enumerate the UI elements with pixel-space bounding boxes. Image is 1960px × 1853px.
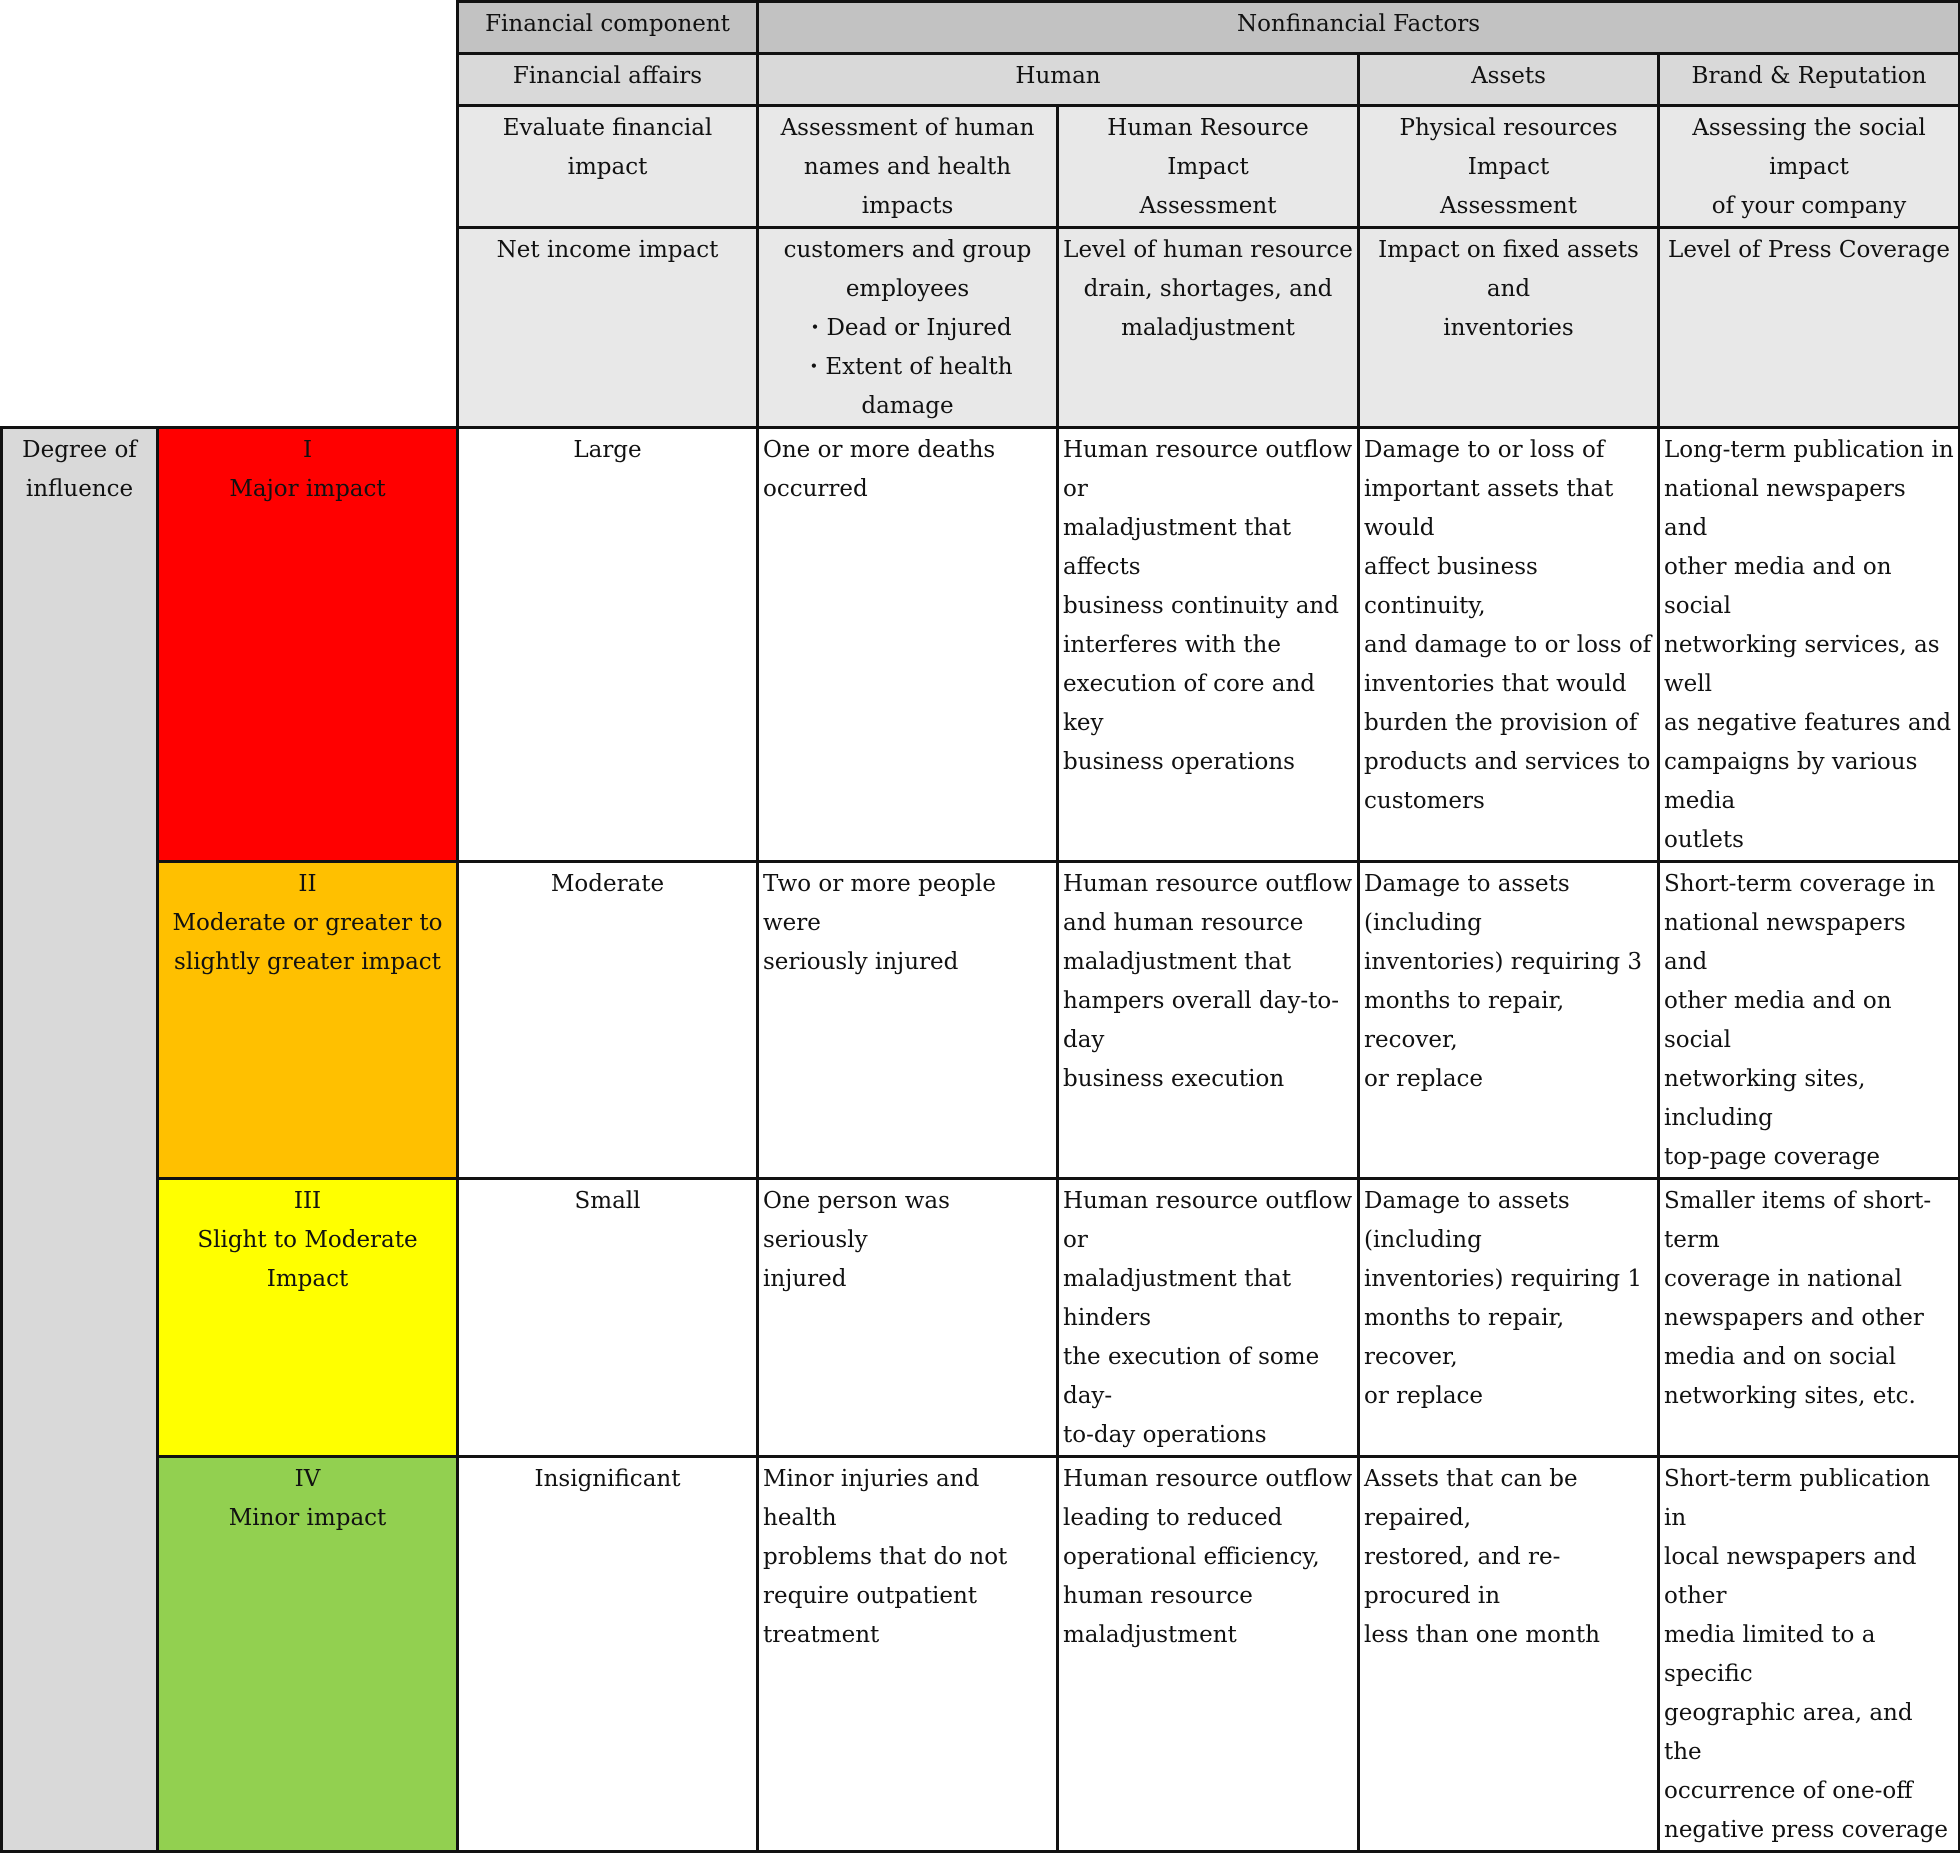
text-line: maladjustment that hinders <box>1063 1266 1292 1331</box>
text-line: One person was seriously <box>763 1188 950 1253</box>
assets-header: Assets <box>1359 54 1659 106</box>
text-line: injured <box>763 1266 847 1292</box>
blank-corner <box>2 2 458 428</box>
text-line: human resource <box>1063 1583 1253 1609</box>
brand-reputation-header: Brand & Reputation <box>1659 54 1960 106</box>
text-line: the execution of some day- <box>1063 1344 1320 1409</box>
text-line: treatment <box>763 1622 880 1648</box>
text-line: coverage in national <box>1664 1266 1903 1292</box>
human-resource-cell <box>1058 428 1359 862</box>
text-line: national newspapers and <box>1664 910 1906 975</box>
assessment-human-names-health <box>758 106 1058 228</box>
text-line: Minor injuries and health <box>763 1466 980 1531</box>
human-resource-impact-assessment <box>1058 106 1359 228</box>
text-line: inventories that would <box>1364 671 1627 697</box>
text-line: business execution <box>1063 1066 1285 1092</box>
financial-component-header: Financial component <box>458 2 758 54</box>
text-line: Human resource outflow <box>1063 871 1353 897</box>
text-line: inventories) requiring 3 <box>1364 949 1643 975</box>
text-line: customers and group <box>783 237 1032 263</box>
text-line: Damage to assets (including <box>1364 1188 1570 1253</box>
customers-employees-indicator <box>758 228 1058 428</box>
text-line: ・Extent of health damage <box>802 354 1013 419</box>
text-line: leading to reduced <box>1063 1505 1283 1531</box>
level-numeral: IV <box>294 1466 321 1492</box>
level-2-label <box>158 862 458 1179</box>
text-line: business operations <box>1063 749 1295 775</box>
text-line: drain, shortages, and <box>1083 276 1333 302</box>
text-line: operational efficiency, <box>1063 1544 1320 1570</box>
level-name: Slight to Moderate Impact <box>197 1227 418 1292</box>
text-line: to-day operations <box>1063 1422 1267 1448</box>
level-row-4 <box>2 1457 1960 1852</box>
text-line: ・Dead or Injured <box>803 315 1012 341</box>
level-name: slightly greater impact <box>174 949 441 975</box>
human-resource-cell <box>1058 1179 1359 1457</box>
press-coverage-indicator: Level of Press Coverage <box>1659 228 1960 428</box>
text-line: Level of human resource <box>1063 237 1353 263</box>
text-line: occurrence of one-off <box>1664 1778 1913 1804</box>
text-line: networking sites, etc. <box>1664 1383 1916 1409</box>
text-line: local newspapers and other <box>1664 1544 1917 1609</box>
text-line: require outpatient <box>763 1583 978 1609</box>
physical-resources-impact-assessment <box>1359 106 1659 228</box>
assets-cell <box>1359 1179 1659 1457</box>
human-header: Human <box>758 54 1359 106</box>
text-line: as negative features and <box>1664 710 1952 736</box>
text-line: customers <box>1364 788 1485 814</box>
text-line: execution of core and key <box>1063 671 1316 736</box>
text-line: months to repair, recover, <box>1364 1305 1565 1370</box>
text-line: national newspapers and <box>1664 476 1906 541</box>
level-numeral: III <box>293 1188 322 1214</box>
text-line: Damage to or loss of <box>1364 437 1605 463</box>
human-resource-cell <box>1058 1457 1359 1852</box>
text-line: networking services, as well <box>1664 632 1940 697</box>
level-name: Minor impact <box>228 1505 387 1531</box>
press-cell <box>1659 428 1960 862</box>
level-name: Major impact <box>229 476 386 502</box>
text-line: other media and on social <box>1664 554 1892 619</box>
human-resource-drain-indicator <box>1058 228 1359 428</box>
health-impact-cell <box>758 1457 1058 1852</box>
text-line: less than one month <box>1364 1622 1600 1648</box>
financial-size-cell: Insignificant <box>458 1457 758 1852</box>
text-line: Human Resource Impact <box>1107 115 1309 180</box>
text-line: other media and on social <box>1664 988 1892 1053</box>
text-line: Impact on fixed assets and <box>1378 237 1639 302</box>
text-line: Smaller items of short-term <box>1664 1188 1932 1253</box>
financial-size-cell: Small <box>458 1179 758 1457</box>
text-line: newspapers and other <box>1664 1305 1924 1331</box>
level-numeral: II <box>298 871 317 897</box>
assets-cell <box>1359 1457 1659 1852</box>
level-row-2 <box>2 862 1960 1179</box>
health-impact-cell <box>758 1179 1058 1457</box>
text-line: Short-term publication in <box>1664 1466 1931 1531</box>
health-impact-cell <box>758 428 1058 862</box>
text-line: Short-term coverage in <box>1664 871 1936 897</box>
financial-size-cell: Large <box>458 428 758 862</box>
text-line: Degree of <box>22 437 137 463</box>
text-line: and damage to or loss of <box>1364 632 1652 658</box>
level-row-1 <box>2 428 1960 862</box>
text-line: burden the provision of <box>1364 710 1638 736</box>
net-income-impact: Net income impact <box>458 228 758 428</box>
press-cell <box>1659 1457 1960 1852</box>
fixed-assets-indicator <box>1359 228 1659 428</box>
text-line: of your company <box>1711 193 1907 219</box>
text-line: top-page coverage <box>1664 1144 1881 1170</box>
nonfinancial-factors-header: Nonfinancial Factors <box>758 2 1960 54</box>
text-line: Long-term publication in <box>1664 437 1954 463</box>
text-line: maladjustment that affects <box>1063 515 1292 580</box>
text-line: Human resource outflow or <box>1063 437 1353 502</box>
assets-cell <box>1359 862 1659 1179</box>
text-line: networking sites, including <box>1664 1066 1866 1131</box>
text-line: business continuity and <box>1063 593 1339 619</box>
financial-affairs-header: Financial affairs <box>458 54 758 106</box>
social-impact-assessment <box>1659 106 1960 228</box>
text-line: and human resource <box>1063 910 1304 936</box>
text-line: occurred <box>763 476 868 502</box>
text-line: hampers overall day-to-day <box>1063 988 1340 1053</box>
text-line: One or more deaths <box>763 437 996 463</box>
text-line: Assessment of human <box>780 115 1035 141</box>
level-numeral: I <box>302 437 313 463</box>
level-4-label <box>158 1457 458 1852</box>
level-1-label <box>158 428 458 862</box>
degree-of-influence-label <box>2 428 158 1852</box>
financial-size-cell: Moderate <box>458 862 758 1179</box>
text-line: Physical resources Impact <box>1399 115 1618 180</box>
level-3-label <box>158 1179 458 1457</box>
text-line: problems that do not <box>763 1544 1008 1570</box>
text-line: seriously injured <box>763 949 959 975</box>
text-line: inventories) requiring 1 <box>1364 1266 1643 1292</box>
text-line: employees <box>845 276 970 302</box>
text-line: Assessment <box>1440 193 1577 219</box>
text-line: maladjustment that <box>1063 949 1292 975</box>
header-row-categories <box>2 2 1960 54</box>
text-line: influence <box>25 476 134 502</box>
text-line: important assets that would <box>1364 476 1614 541</box>
text-line: negative press coverage <box>1664 1817 1948 1843</box>
text-line: inventories <box>1443 315 1574 341</box>
text-line: products and services to <box>1364 749 1651 775</box>
text-line: Assets that can be repaired, <box>1364 1466 1578 1531</box>
text-line: Assessment <box>1139 193 1277 219</box>
text-line: or replace <box>1364 1383 1484 1409</box>
level-row-3 <box>2 1179 1960 1457</box>
evaluate-financial-impact: Evaluate financial impact <box>458 106 758 228</box>
text-line: media limited to a specific <box>1664 1622 1876 1687</box>
text-line: maladjustment <box>1121 315 1295 341</box>
health-impact-cell <box>758 862 1058 1179</box>
text-line: media and on social <box>1664 1344 1897 1370</box>
text-line: affect business continuity, <box>1364 554 1538 619</box>
text-line: interferes with the <box>1063 632 1281 658</box>
text-line: Human resource outflow <box>1063 1466 1353 1492</box>
press-cell <box>1659 862 1960 1179</box>
text-line: or replace <box>1364 1066 1484 1092</box>
text-line: restored, and re-procured in <box>1364 1544 1561 1609</box>
text-line: geographic area, and the <box>1664 1700 1913 1765</box>
text-line: maladjustment <box>1063 1622 1237 1648</box>
text-line: Damage to assets (including <box>1364 871 1570 936</box>
human-resource-cell <box>1058 862 1359 1179</box>
press-cell <box>1659 1179 1960 1457</box>
text-line: Assessing the social impact <box>1692 115 1926 180</box>
text-line: names and health impacts <box>803 154 1012 219</box>
text-line: months to repair, recover, <box>1364 988 1565 1053</box>
text-line: Two or more people were <box>763 871 996 936</box>
assets-cell <box>1359 428 1659 862</box>
text-line: Human resource outflow or <box>1063 1188 1353 1253</box>
level-name: Moderate or greater to <box>172 910 443 936</box>
text-line: outlets <box>1664 827 1744 853</box>
text-line: campaigns by various media <box>1664 749 1918 814</box>
